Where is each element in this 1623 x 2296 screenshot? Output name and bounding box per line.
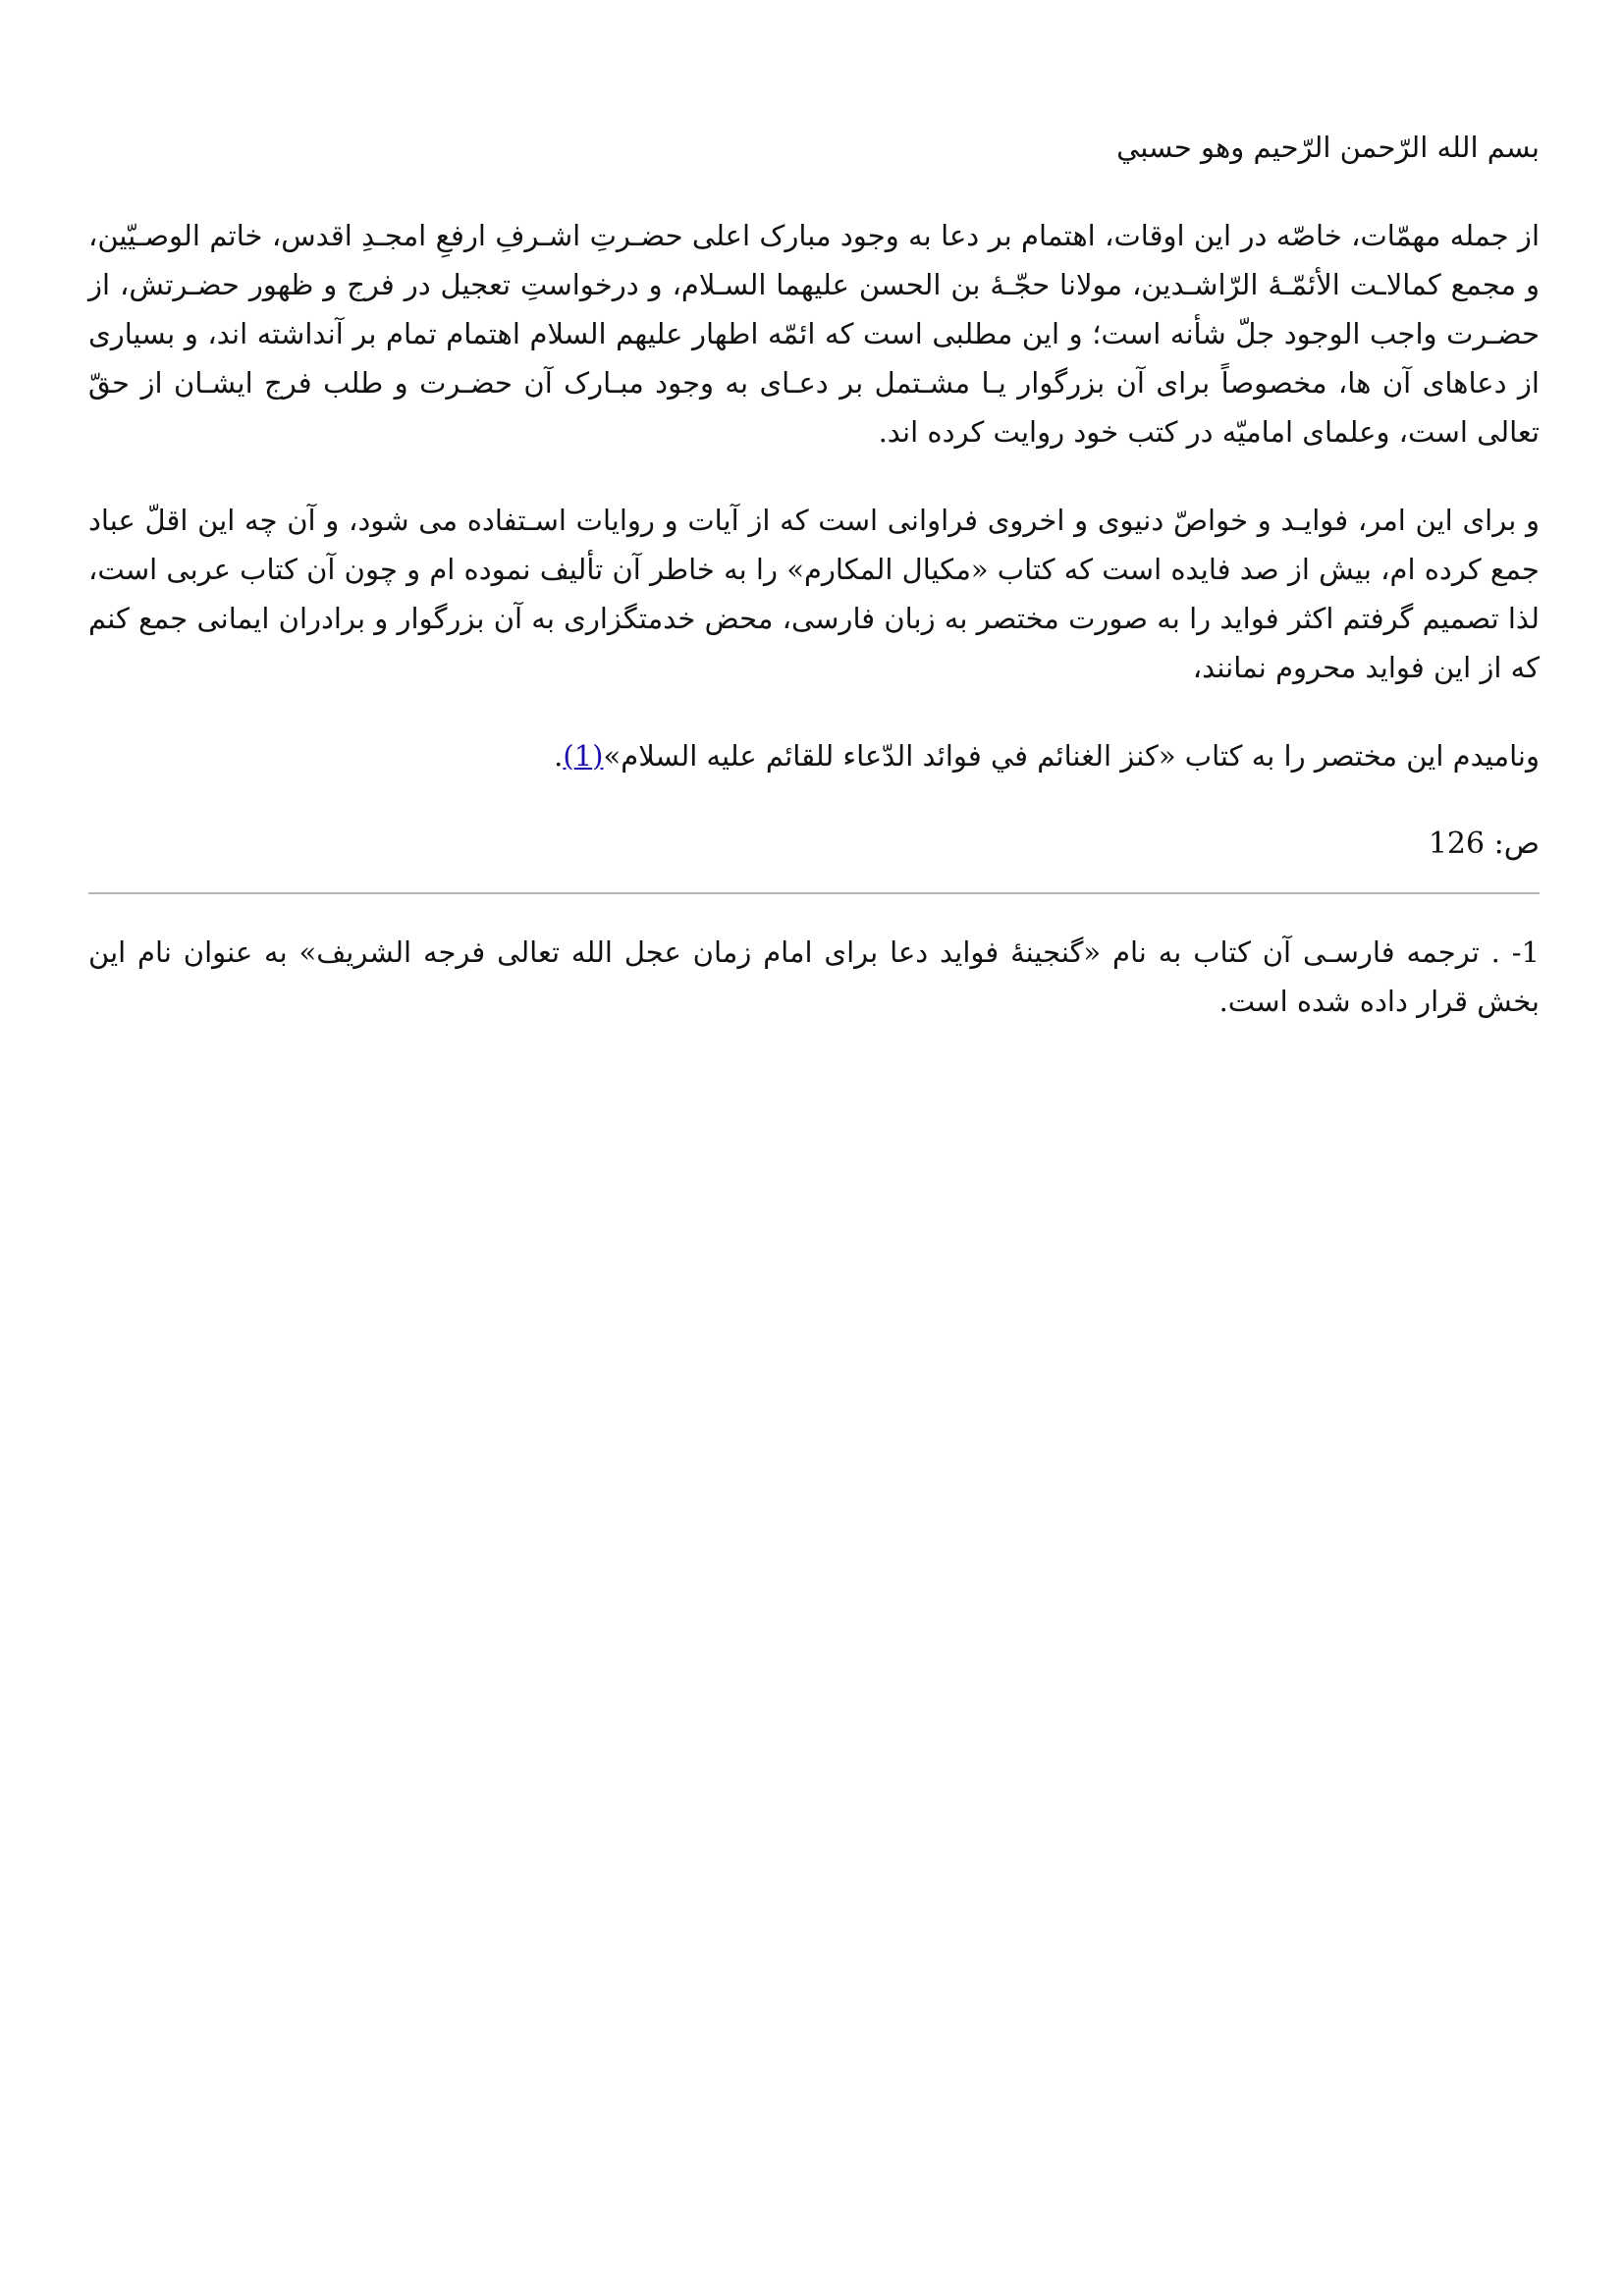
basmala-heading: بسم الله الرّحمن الرّحيم وهو حسبي: [1116, 131, 1540, 164]
book-naming-end: .: [554, 739, 564, 773]
footnote-text: 1- . ترجمه فارسـی آن کتاب به نام «گنجینهٔ فواید دعا برای امام زمان عجل الله تعالی فرجه الشریف» به عنوان نام این بخش قرار داده شده است.: [88, 935, 1540, 1018]
footnote-reference-link[interactable]: (1): [563, 739, 604, 773]
footnote-divider: [88, 892, 1540, 894]
book-naming-paragraph: [88, 731, 1540, 780]
book-naming-text: ونامیدم این مختصر را به کتاب «کنز الغنائم في فوائد الدّعاء للقائم علیه السلام»: [603, 739, 1540, 773]
page-number-label: ص: 126: [1428, 827, 1540, 861]
document-page: [88, 123, 1540, 1026]
body-paragraph-1: از جمله مهمّات، خاصّه در این اوقات، اهتمام بر دعا به وجود مبارک اعلی حضـرتِ اشـرفِ ارفعِ امجـدِ اقدس، خاتم الوصـیّین، و مجمع کمالاـت الأئمّـهٔ الرّاشـدین، مولانا حجّـهٔ بن الحسن علیهما السـلام، و درخواستِ تعجیل در فرج و ظهور حضـرتش، از حضـرت واجب الوجود جلّ شأنه است؛ و این مطلبی است که ائمّه اطهار علیهم السلام اهتمام تمام بر آنداشته اند، و بسیاری از دعاهای آن ها، مخصوصاً برای آن بزرگوار یـا مشـتمل بر دعـای به وجود مبـارک آن حضـرت و طلب فرج ایشـان از حقّ تعالی است، وعلمای امامیّه در کتب خود روایت کرده اند.: [88, 219, 1540, 449]
body-paragraph-2: و برای این امر، فوایـد و خواصّ دنیوی و اخروی فراوانی است که از آیات و روایات اسـتفاده می شود، و آن چه این اقلّ عباد جمع کرده ام، بیش از صد فایده است که کتاب «مکیال المکارم» را به خاطر آن تألیف نموده ام و چون آن کتاب عربی است، لذا تصمیم گرفتم اکثر فواید را به صورت مختصر به زبان فارسی، محض خدمتگزاری به آن بزرگوار و برادران ایمانی جمع کنم که از این فواید محروم نمانند،: [88, 504, 1540, 684]
